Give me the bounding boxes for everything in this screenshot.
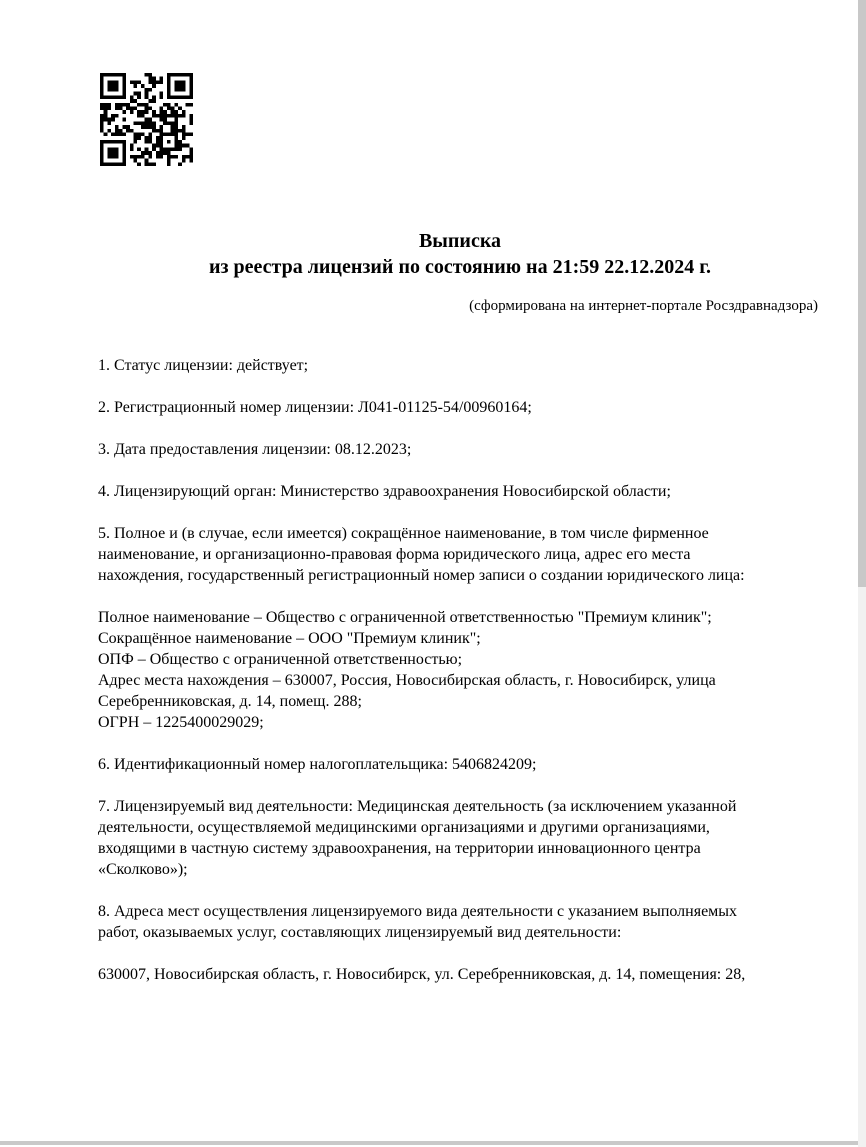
text-line: 630007, Новосибирская область, г. Новосибирск, ул. Серебренниковская, д. 14, помещения: 28, xyxy=(98,966,746,983)
paragraph-activity-type xyxy=(98,796,822,880)
document-title: Выписка xyxy=(418,230,502,252)
text-line: 1. Статус лицензии: действует; xyxy=(98,357,309,374)
document-title-block xyxy=(98,228,822,280)
text-line: наименование, и организационно-правовая форма юридического лица, адрес его места xyxy=(98,546,691,563)
text-line: 6. Идентификационный номер налогоплательщика: 5406824209; xyxy=(98,756,537,773)
scrollbar-thumb[interactable] xyxy=(858,0,866,587)
paragraph-status xyxy=(98,355,822,376)
text-line: работ, оказываемых услуг, составляющих лицензируемый вид деятельности: xyxy=(98,924,622,941)
document-subtitle: (сформирована на интернет-портале Росздравнадзора) xyxy=(469,298,818,314)
paragraph-licensing-authority xyxy=(98,481,822,502)
text-line: 7. Лицензируемый вид деятельности: Медицинская деятельность (за исключением указанной xyxy=(98,798,737,815)
vertical-scrollbar[interactable] xyxy=(858,0,866,1147)
text-line: Серебренниковская, д. 14, помещ. 288; xyxy=(98,693,362,710)
paragraph-registration-number xyxy=(98,397,822,418)
text-line: 4. Лицензирующий орган: Министерство здравоохранения Новосибирской области; xyxy=(98,483,671,500)
document-title-line2: из реестра лицензий по состоянию на 21:59 22.12.2024 г. xyxy=(208,256,712,278)
text-line: 5. Полное и (в случае, если имеется) сокращённое наименование, в том числе фирменное xyxy=(98,525,709,542)
qr-code xyxy=(100,73,193,166)
text-line: нахождения, государственный регистрационный номер записи о создании юридического лица: xyxy=(98,567,745,584)
text-line: деятельности, осуществляемой медицинскими организациями и другими организациями, xyxy=(98,819,710,836)
paragraph-address-line xyxy=(98,964,822,985)
text-line: 3. Дата предоставления лицензии: 08.12.2023; xyxy=(98,441,412,458)
paragraph-inn xyxy=(98,754,822,775)
text-line: входящими в частную систему здравоохранения, на территории инновационного центра xyxy=(98,840,701,857)
text-line: 2. Регистрационный номер лицензии: Л041-01125-54/00960164; xyxy=(98,399,532,416)
text-line: ОГРН – 1225400029029; xyxy=(98,714,264,731)
page-bottom-edge xyxy=(0,1141,858,1145)
paragraph-organization-details xyxy=(98,607,822,733)
text-line: Сокращённое наименование – ООО "Премиум клиник"; xyxy=(98,630,481,647)
paragraph-name-header xyxy=(98,523,822,586)
text-line: «Сколково»); xyxy=(98,861,188,878)
text-line: 8. Адреса мест осуществления лицензируемого вида деятельности с указанием выполняемых xyxy=(98,903,738,920)
text-line: Полное наименование – Общество с ограниченной ответственностью "Премиум клиник"; xyxy=(98,609,712,626)
text-line: ОПФ – Общество с ограниченной ответственностью; xyxy=(98,651,463,668)
paragraph-addresses-header xyxy=(98,901,822,943)
text-line: Адрес места нахождения – 630007, Россия, Новосибирская область, г. Новосибирск, улица xyxy=(98,672,716,689)
paragraph-license-date xyxy=(98,439,822,460)
document-body xyxy=(98,355,822,985)
